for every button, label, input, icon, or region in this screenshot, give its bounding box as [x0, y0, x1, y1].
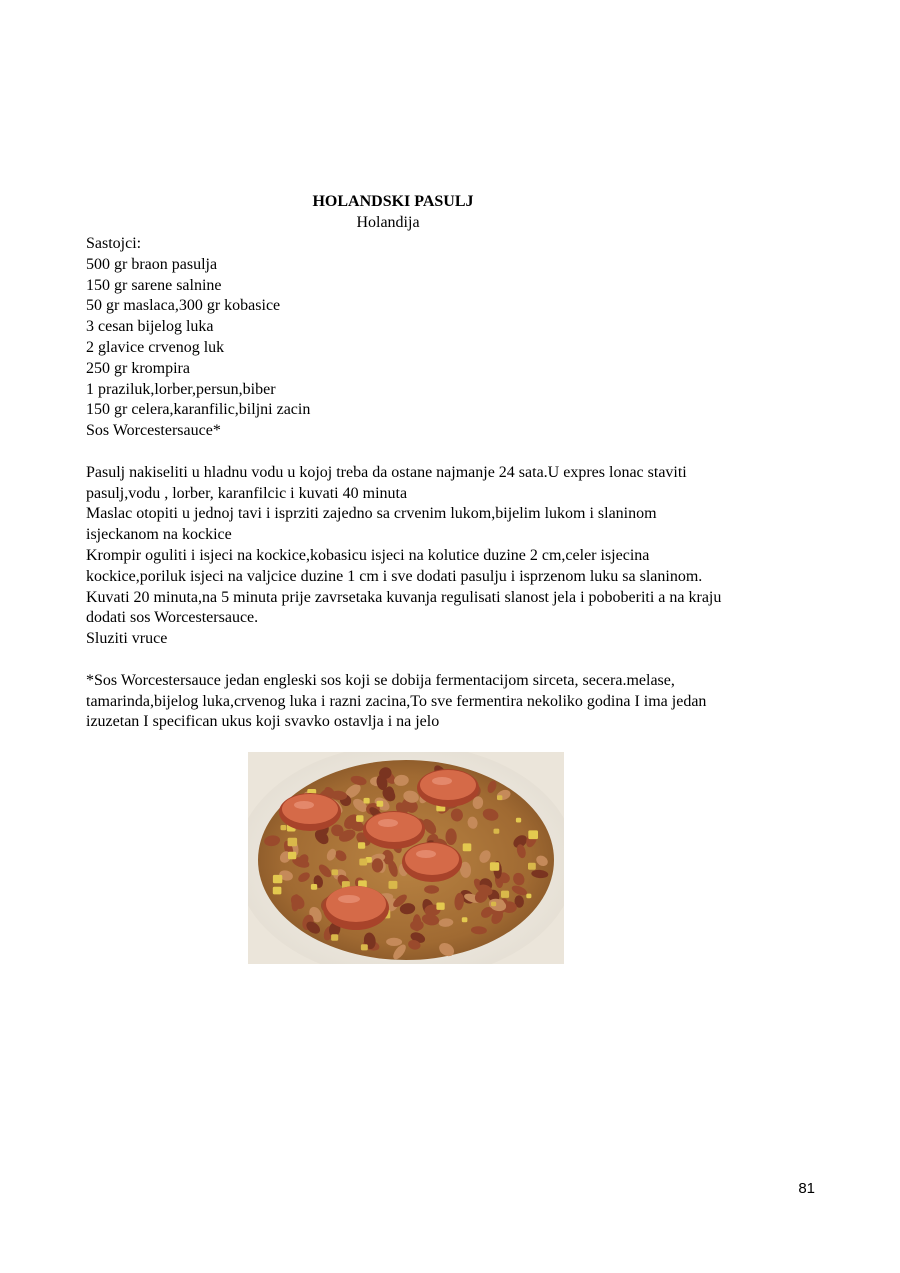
potato-cube [436, 903, 444, 910]
footnote-section [86, 671, 826, 733]
potato-cube [273, 887, 282, 895]
ingredient-item: 50 gr maslaca,300 gr kobasice [86, 297, 281, 315]
instructions-section [86, 463, 826, 650]
ingredient-item: 500 gr braon pasulja [86, 255, 218, 273]
recipe-country: Holandija [356, 214, 420, 231]
potato-cube [494, 829, 500, 834]
instruction-line: kockice,poriluk isjeci na valjcice duzine 1 cm i sve dodati pasulju i isprzenom luku sa slaninom. [86, 567, 703, 585]
potato-cube [331, 934, 338, 940]
ingredients-heading: Sastojci: [86, 235, 142, 252]
ingredient-item: 3 cesan bijelog luka [86, 318, 214, 336]
potato-cube [528, 830, 538, 839]
sausage-slice [402, 842, 462, 882]
potato-cube [526, 894, 531, 899]
potato-cube [501, 891, 509, 898]
potato-cube [516, 818, 521, 823]
bean [446, 828, 457, 845]
instruction-line: isjeckanom na kockice [86, 526, 232, 544]
ingredient-item: Sos Worcestersauce* [86, 422, 221, 440]
instruction-line: pasulj,vodu , lorber, karanfilcic i kuvati 40 minuta [86, 484, 408, 502]
recipe-title: HOLANDSKI PASULJ [312, 193, 474, 210]
potato-cube [497, 795, 502, 800]
ingredient-item: 150 gr celera,karanfilic,biljni zacin [86, 401, 311, 419]
potato-cube [356, 815, 363, 822]
potato-cube [528, 863, 536, 870]
potato-cube [491, 902, 496, 907]
potato-cube [273, 875, 282, 883]
sausage-slice [279, 793, 341, 831]
ingredient-item: 1 praziluk,lorber,persun,biber [86, 380, 276, 398]
potato-cube [463, 843, 472, 851]
footnote-line: izuzetan I specifican ukus koji svavko ostavlja i na jelo [86, 713, 440, 731]
potato-cube [311, 884, 317, 890]
sausage-slice [417, 769, 479, 807]
bean [424, 885, 439, 893]
potato-cube [288, 852, 296, 860]
sausage-slice [363, 811, 425, 849]
sausage-slice [323, 886, 389, 930]
potato-cube [364, 798, 370, 804]
bean-stew-photo [248, 752, 564, 964]
instruction-line: Krompir oguliti i isjeci na kockice,kobasicu isjeci na kolutice duzine 2 cm,celer isjecina [86, 546, 650, 564]
ingredient-item: 150 gr sarene salnine [86, 276, 222, 294]
instruction-line: Pasulj nakiseliti u hladnu vodu u kojoj treba da ostane najmanje 24 sata.U expres lonac staviti [86, 463, 687, 481]
paragraph-spacer [86, 442, 826, 463]
instruction-line: Kuvati 20 minuta,na 5 minuta prije zavrsetaka kuvanja regulisati slanost jela i poboberiti a na kraju [86, 588, 722, 606]
potato-cube [361, 944, 368, 950]
paragraph-spacer [86, 650, 826, 671]
page-number: 81 [798, 1180, 815, 1197]
footnote-line: *Sos Worcestersauce jedan engleski sos koji se dobija fermentacijom sirceta, secera.melase, [86, 671, 675, 689]
potato-cube [377, 801, 384, 807]
ingredients-section [86, 234, 826, 442]
potato-cube [462, 917, 468, 922]
footnote-line: tamarinda,bijelog luka,crvenog luka i razni zacina,To sve fermentira nekoliko godina I ima jedan [86, 692, 707, 710]
ingredient-item: 2 glavice crvenog luk [86, 338, 225, 356]
potato-cube [288, 838, 298, 847]
potato-cube [281, 825, 287, 830]
instruction-line: Maslac otopiti u jednoj tavi i isprziti zajedno sa crvenim lukom,bijelim lukom i slaninom [86, 505, 657, 523]
potato-cube [389, 881, 398, 889]
stew-illustration [248, 752, 564, 964]
potato-cube [332, 869, 339, 875]
instruction-line: dodati sos Worcestersauce. [86, 609, 259, 627]
ingredient-item: 250 gr krompira [86, 359, 190, 377]
potato-cube [359, 859, 367, 866]
potato-cube [358, 842, 365, 849]
bean [372, 858, 383, 872]
recipe-body [86, 234, 826, 733]
potato-cube [490, 862, 499, 871]
instruction-line: Sluziti vruce [86, 630, 168, 648]
